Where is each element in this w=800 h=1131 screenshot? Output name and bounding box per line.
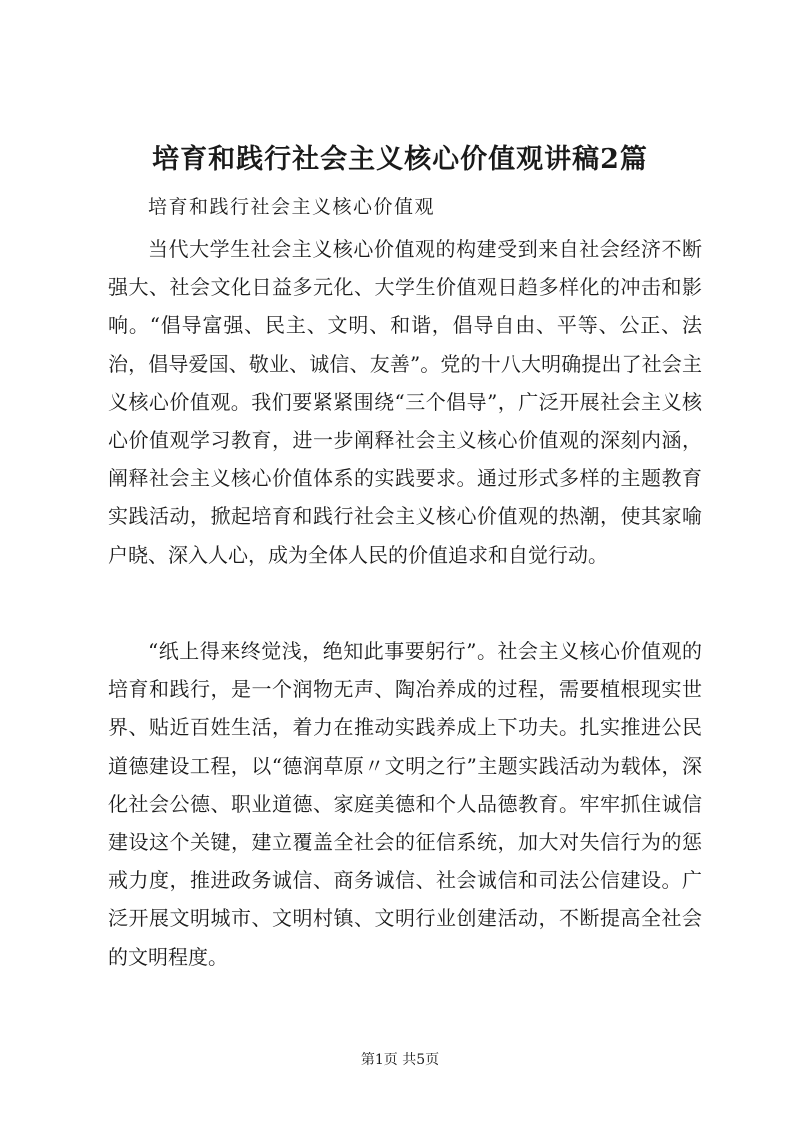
document-subtitle: 培育和践行社会主义核心价值观 (148, 196, 436, 218)
body-paragraph-1: 当代大学生社会主义核心价值观的构建受到来自社会经济不断强大、社会文化日益多元化、大学生价值观日趋多样化的冲击和影响。“倡导富强、民主、文明、和谐，倡导自由、平等、公正、法治，倡导爱国、敬业、诚信、友善”。党的十八大明确提出了社会主义核心价值观。我们要紧紧围绕“三个倡导”，广泛开展社会主义核心价值观学习教育，进一步阐释社会主义核心价值观的深刻内涵，阐释社会主义核心价值体系的实践要求。通过形式多样的主题教育实践活动，掀起培育和践行社会主义核心价值观的热潮，使其家喻户晓、深入人心，成为全体人民的价值追求和自觉行动。 (108, 237, 702, 567)
page-footer: 第1页 共5页 (360, 1052, 440, 1068)
document-title: 培育和践行社会主义核心价值观讲稿2篇 (152, 144, 648, 175)
body-paragraph-2: “纸上得来终觉浅，绝知此事要躬行”。社会主义核心价值观的培育和践行，是一个润物无声、陶冶养成的过程，需要植根现实世界、贴近百姓生活，着力在推动实践养成上下功夫。扎实推进公民道德建设工程，以“德润草原〃文明之行”主题实践活动为载体，深化社会公德、职业道德、家庭美德和个人品德教育。牢牢抓住诚信建设这个关键，建立覆盖全社会的征信系统，加大对失信行为的惩戒力度，推进政务诚信、商务诚信、社会诚信和司法公信建设。广泛开展文明城市、文明村镇、文明行业创建活动，不断提高全社会的文明程度。 (108, 639, 702, 969)
